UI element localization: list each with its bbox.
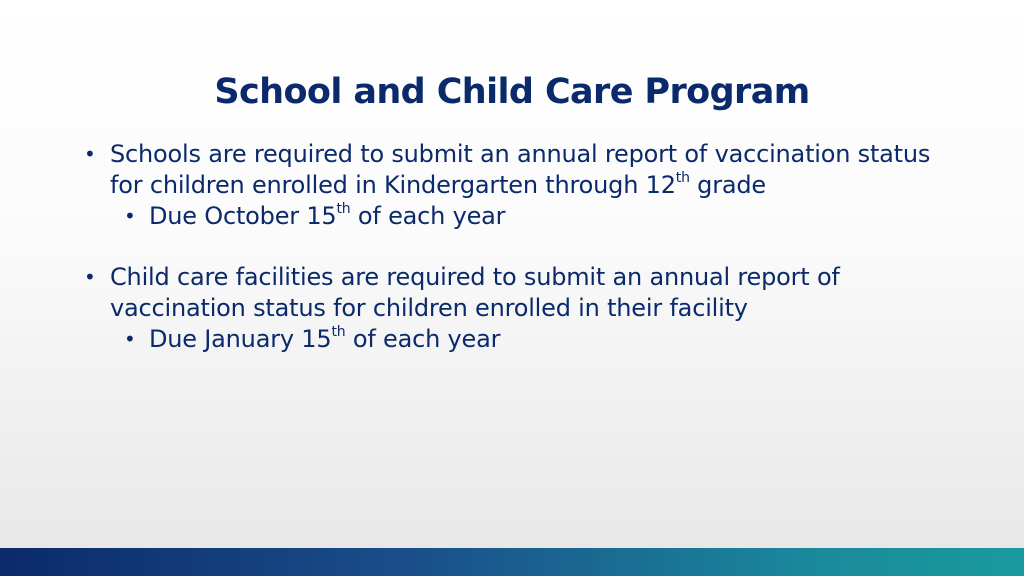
sub-bullet-item-schools-due <box>84 201 964 232</box>
spacer <box>84 232 964 262</box>
sub-bullet-text-tail: of each year <box>350 202 506 230</box>
bullet-icon: • <box>84 142 96 166</box>
sub-bullet-item-child-care-due <box>84 324 964 355</box>
superscript: th <box>336 201 351 217</box>
bullet-list <box>84 139 964 355</box>
bullet-icon: • <box>84 265 96 289</box>
sub-bullet-icon: • <box>124 204 136 228</box>
sub-bullet-text: Due January 15 <box>149 325 332 353</box>
bullet-text: Schools are required to submit an annual report of vaccination status for children enrolled in Kindergarten through 12 <box>110 140 931 199</box>
bullet-item-child-care <box>84 262 964 324</box>
sub-bullet-text: Due October 15 <box>149 202 337 230</box>
superscript: th <box>675 170 690 186</box>
bullet-text: Child care facilities are required to submit an annual report of vaccination status for children enrolled in their facility <box>110 263 840 322</box>
slide-title: School and Child Care Program <box>214 72 810 112</box>
superscript: th <box>331 324 346 340</box>
footer-gradient-bar <box>0 548 1024 576</box>
bullet-text-tail: grade <box>689 171 766 199</box>
sub-bullet-text-tail: of each year <box>345 325 501 353</box>
bullet-item-schools <box>84 139 964 201</box>
sub-bullet-icon: • <box>124 327 136 351</box>
